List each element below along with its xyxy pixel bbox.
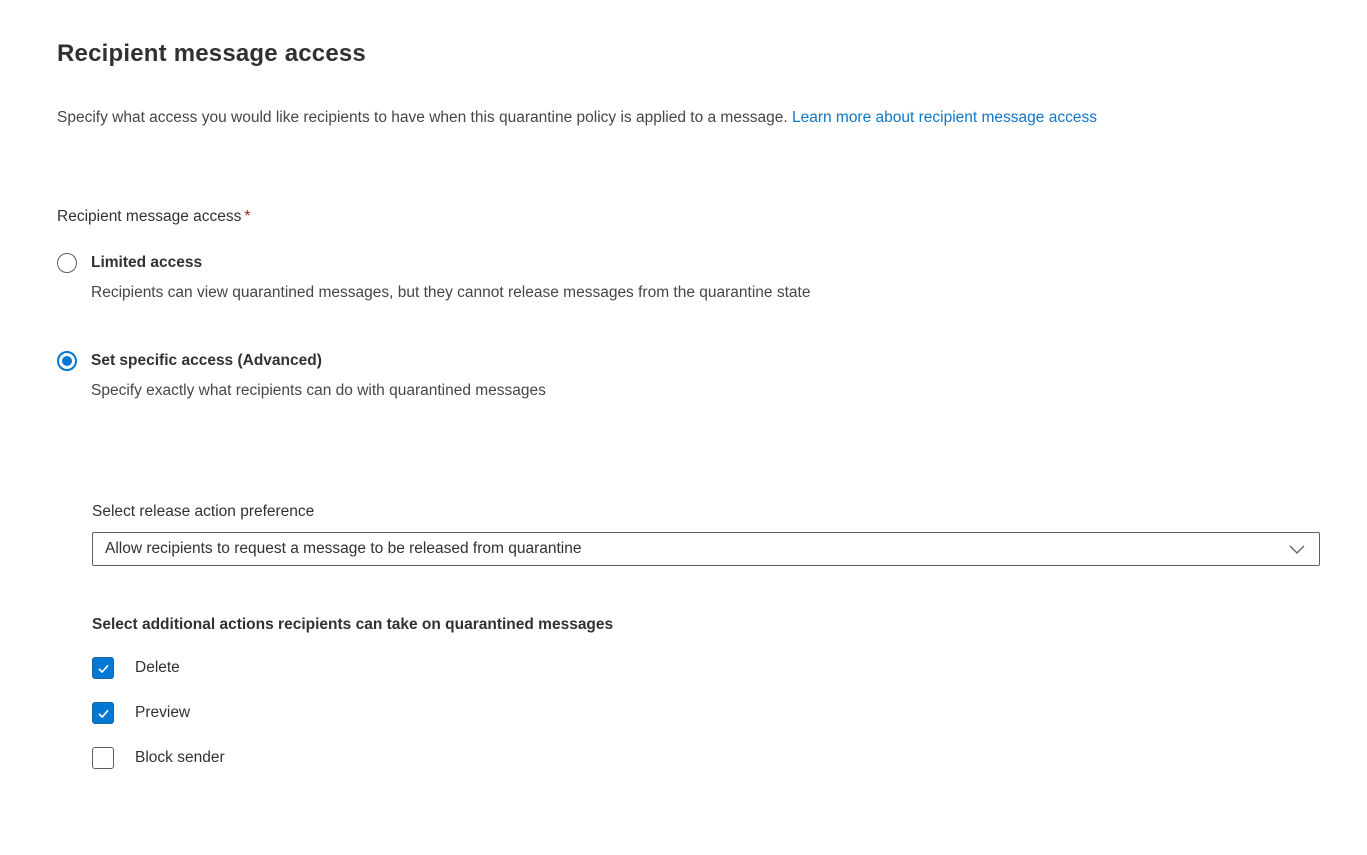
checkbox-label-delete: Delete	[135, 659, 180, 676]
radio-label-set-specific-access: Set specific access (Advanced)	[91, 352, 322, 369]
checkbox-row-preview[interactable]	[92, 702, 1322, 724]
recipient-access-field-label: Recipient message access *	[57, 208, 251, 225]
release-action-selected-value: Allow recipients to request a message to be released from quarantine	[105, 540, 582, 557]
checkmark-icon	[96, 706, 111, 721]
checkbox-preview[interactable]	[92, 702, 114, 724]
page-title: Recipient message access	[57, 40, 366, 67]
radio-button-limited-access[interactable]	[57, 253, 77, 273]
release-action-dropdown[interactable]	[92, 532, 1320, 566]
radio-label-limited-access: Limited access	[91, 254, 203, 271]
checkbox-delete[interactable]	[92, 657, 114, 679]
page-description-text: Specify what access you would like recipients to have when this quarantine policy is applied to a message.	[57, 109, 788, 126]
learn-more-link[interactable]: Learn more about recipient message access	[791, 109, 1097, 126]
checkbox-row-block-sender[interactable]	[92, 747, 1322, 769]
radio-option-set-specific-access[interactable]	[57, 350, 1322, 405]
radio-button-set-specific-access[interactable]	[57, 351, 77, 371]
radio-description-limited-access: Recipients can view quarantined messages, but they cannot release messages from the quarantine state	[91, 284, 811, 301]
chevron-down-icon	[1289, 545, 1305, 554]
checkbox-block-sender[interactable]	[92, 747, 114, 769]
checkbox-label-preview: Preview	[135, 704, 191, 721]
page-description	[57, 104, 1321, 132]
release-action-label: Select release action preference	[92, 503, 315, 520]
required-asterisk: *	[244, 208, 251, 225]
radio-description-set-specific-access: Specify exactly what recipients can do with quarantined messages	[91, 382, 546, 399]
radio-option-limited-access[interactable]	[57, 252, 1322, 307]
checkmark-icon	[96, 661, 111, 676]
additional-actions-label: Select additional actions recipients can take on quarantined messages	[92, 616, 614, 633]
checkbox-label-block-sender: Block sender	[135, 749, 225, 766]
advanced-access-section	[92, 503, 1322, 769]
checkbox-row-delete[interactable]	[92, 657, 1322, 679]
